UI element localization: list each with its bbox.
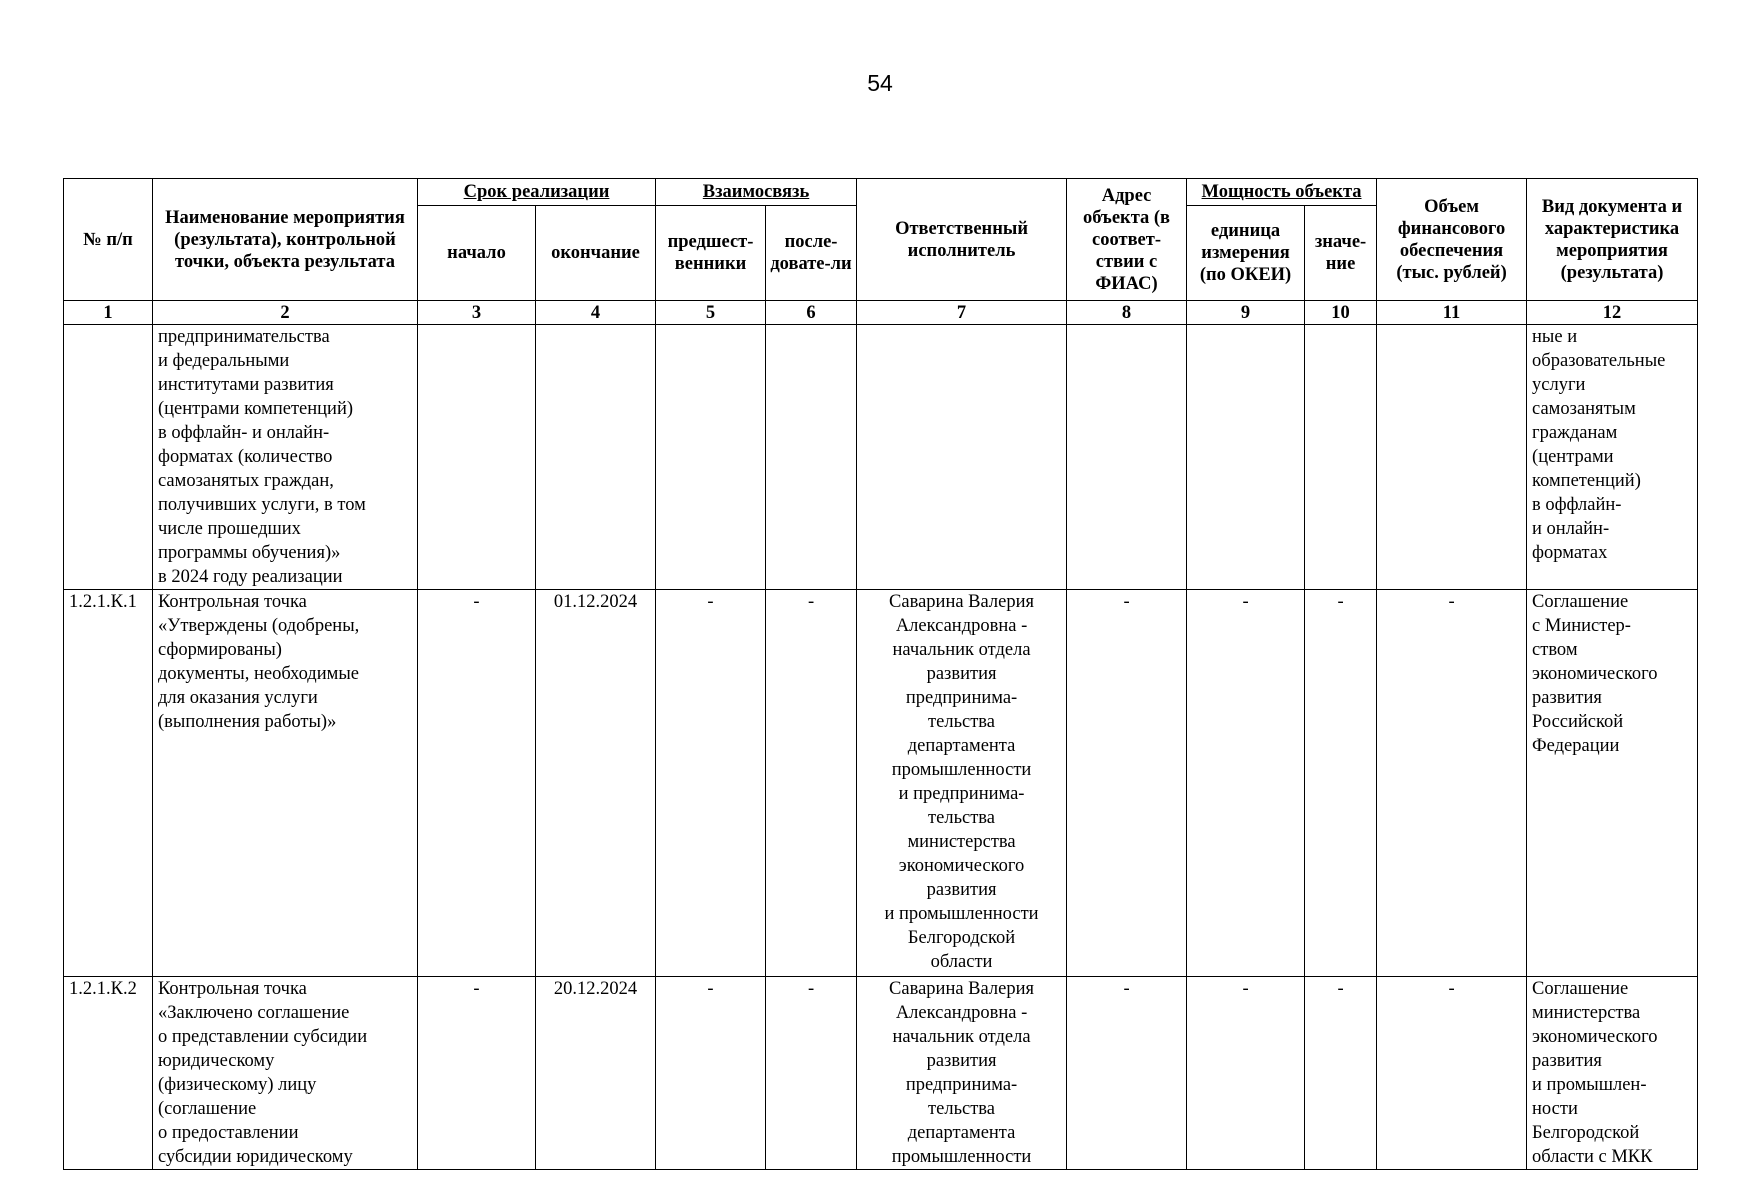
row-document: Соглашение министерства экономического развития и промышлен- ности Белгородской области с МКК (1527, 977, 1698, 1170)
header-group-link: Взаимосвязь (656, 179, 857, 206)
row-name: Контрольная точка «Заключено соглашение о представлении субсидии юридическому (физическому) лицу (соглашение о предоставлении субсидии юридическому (153, 977, 418, 1170)
header-group-term: Срок реализации (418, 179, 656, 206)
row-start: - (418, 590, 536, 977)
header-col-10: значе-ние (1305, 206, 1377, 301)
header-group-capacity: Мощность объекта (1187, 179, 1377, 206)
column-number: 6 (766, 301, 857, 325)
row-number (64, 325, 153, 590)
column-number: 1 (64, 301, 153, 325)
column-number: 10 (1305, 301, 1377, 325)
header-col-2: Наименование мероприятия (результата), контрольной точки, объекта результата (153, 179, 418, 301)
row-successors: - (766, 977, 857, 1170)
header-col-9: единица измерения (по ОКЕИ) (1187, 206, 1305, 301)
header-col-5: предшест-венники (656, 206, 766, 301)
row-value (1305, 325, 1377, 590)
row-responsible (857, 325, 1067, 590)
row-responsible: Саварина Валерия Александровна - начальник отдела развития предпринима- тельства департамента промышленности (857, 977, 1067, 1170)
header-col-8: Адрес объекта (в соответ-ствии с ФИАС) (1067, 179, 1187, 301)
row-unit: - (1187, 977, 1305, 1170)
header-col-6: после-довате-ли (766, 206, 857, 301)
column-number: 2 (153, 301, 418, 325)
page-number: 54 (867, 70, 893, 96)
row-finance (1377, 325, 1527, 590)
header-col-11: Объем финансового обеспечения (тыс. рублей) (1377, 179, 1527, 301)
column-number: 12 (1527, 301, 1698, 325)
row-name: предпринимательства и федеральными институтами развития (центрами компетенций) в оффлайн- и онлайн- форматах (количество самозанятых граждан, получивших услуги, в том числе прошедших программы обучения)» в 2024 году реализации (153, 325, 418, 590)
row-successors (766, 325, 857, 590)
table-row (64, 325, 1698, 590)
header-col-3: начало (418, 206, 536, 301)
column-number: 8 (1067, 301, 1187, 325)
plan-table (63, 178, 1698, 1170)
table-row (64, 590, 1698, 977)
row-address (1067, 325, 1187, 590)
row-address: - (1067, 977, 1187, 1170)
row-predecessors (656, 325, 766, 590)
row-number: 1.2.1.К.1 (64, 590, 153, 977)
header-col-1: № п/п (64, 179, 153, 301)
row-start (418, 325, 536, 590)
column-number: 4 (536, 301, 656, 325)
row-start: - (418, 977, 536, 1170)
row-end: 20.12.2024 (536, 977, 656, 1170)
header-col-7: Ответственный исполнитель (857, 179, 1067, 301)
row-document: ные и образовательные услуги самозанятым гражданам (центрами компетенций) в оффлайн- и онлайн- форматах (1527, 325, 1698, 590)
row-number: 1.2.1.К.2 (64, 977, 153, 1170)
row-responsible: Саварина Валерия Александровна - начальник отдела развития предпринима- тельства департамента промышленности и предпринима- тельства министерства экономического развития и промышленности Белгородской области (857, 590, 1067, 977)
column-number: 3 (418, 301, 536, 325)
row-unit (1187, 325, 1305, 590)
table-row (64, 977, 1698, 1170)
row-predecessors: - (656, 590, 766, 977)
header-col-12: Вид документа и характеристика мероприятия (результата) (1527, 179, 1698, 301)
row-value: - (1305, 977, 1377, 1170)
row-end: 01.12.2024 (536, 590, 656, 977)
row-document: Соглашение с Министер- ством экономического развития Российской Федерации (1527, 590, 1698, 977)
row-finance: - (1377, 590, 1527, 977)
row-successors: - (766, 590, 857, 977)
column-number: 5 (656, 301, 766, 325)
row-value: - (1305, 590, 1377, 977)
row-finance: - (1377, 977, 1527, 1170)
column-number: 11 (1377, 301, 1527, 325)
row-predecessors: - (656, 977, 766, 1170)
header-col-4: окончание (536, 206, 656, 301)
row-end (536, 325, 656, 590)
row-address: - (1067, 590, 1187, 977)
row-unit: - (1187, 590, 1305, 977)
column-number: 7 (857, 301, 1067, 325)
column-number: 9 (1187, 301, 1305, 325)
row-name: Контрольная точка «Утверждены (одобрены, сформированы) документы, необходимые для оказания услуги (выполнения работы)» (153, 590, 418, 977)
